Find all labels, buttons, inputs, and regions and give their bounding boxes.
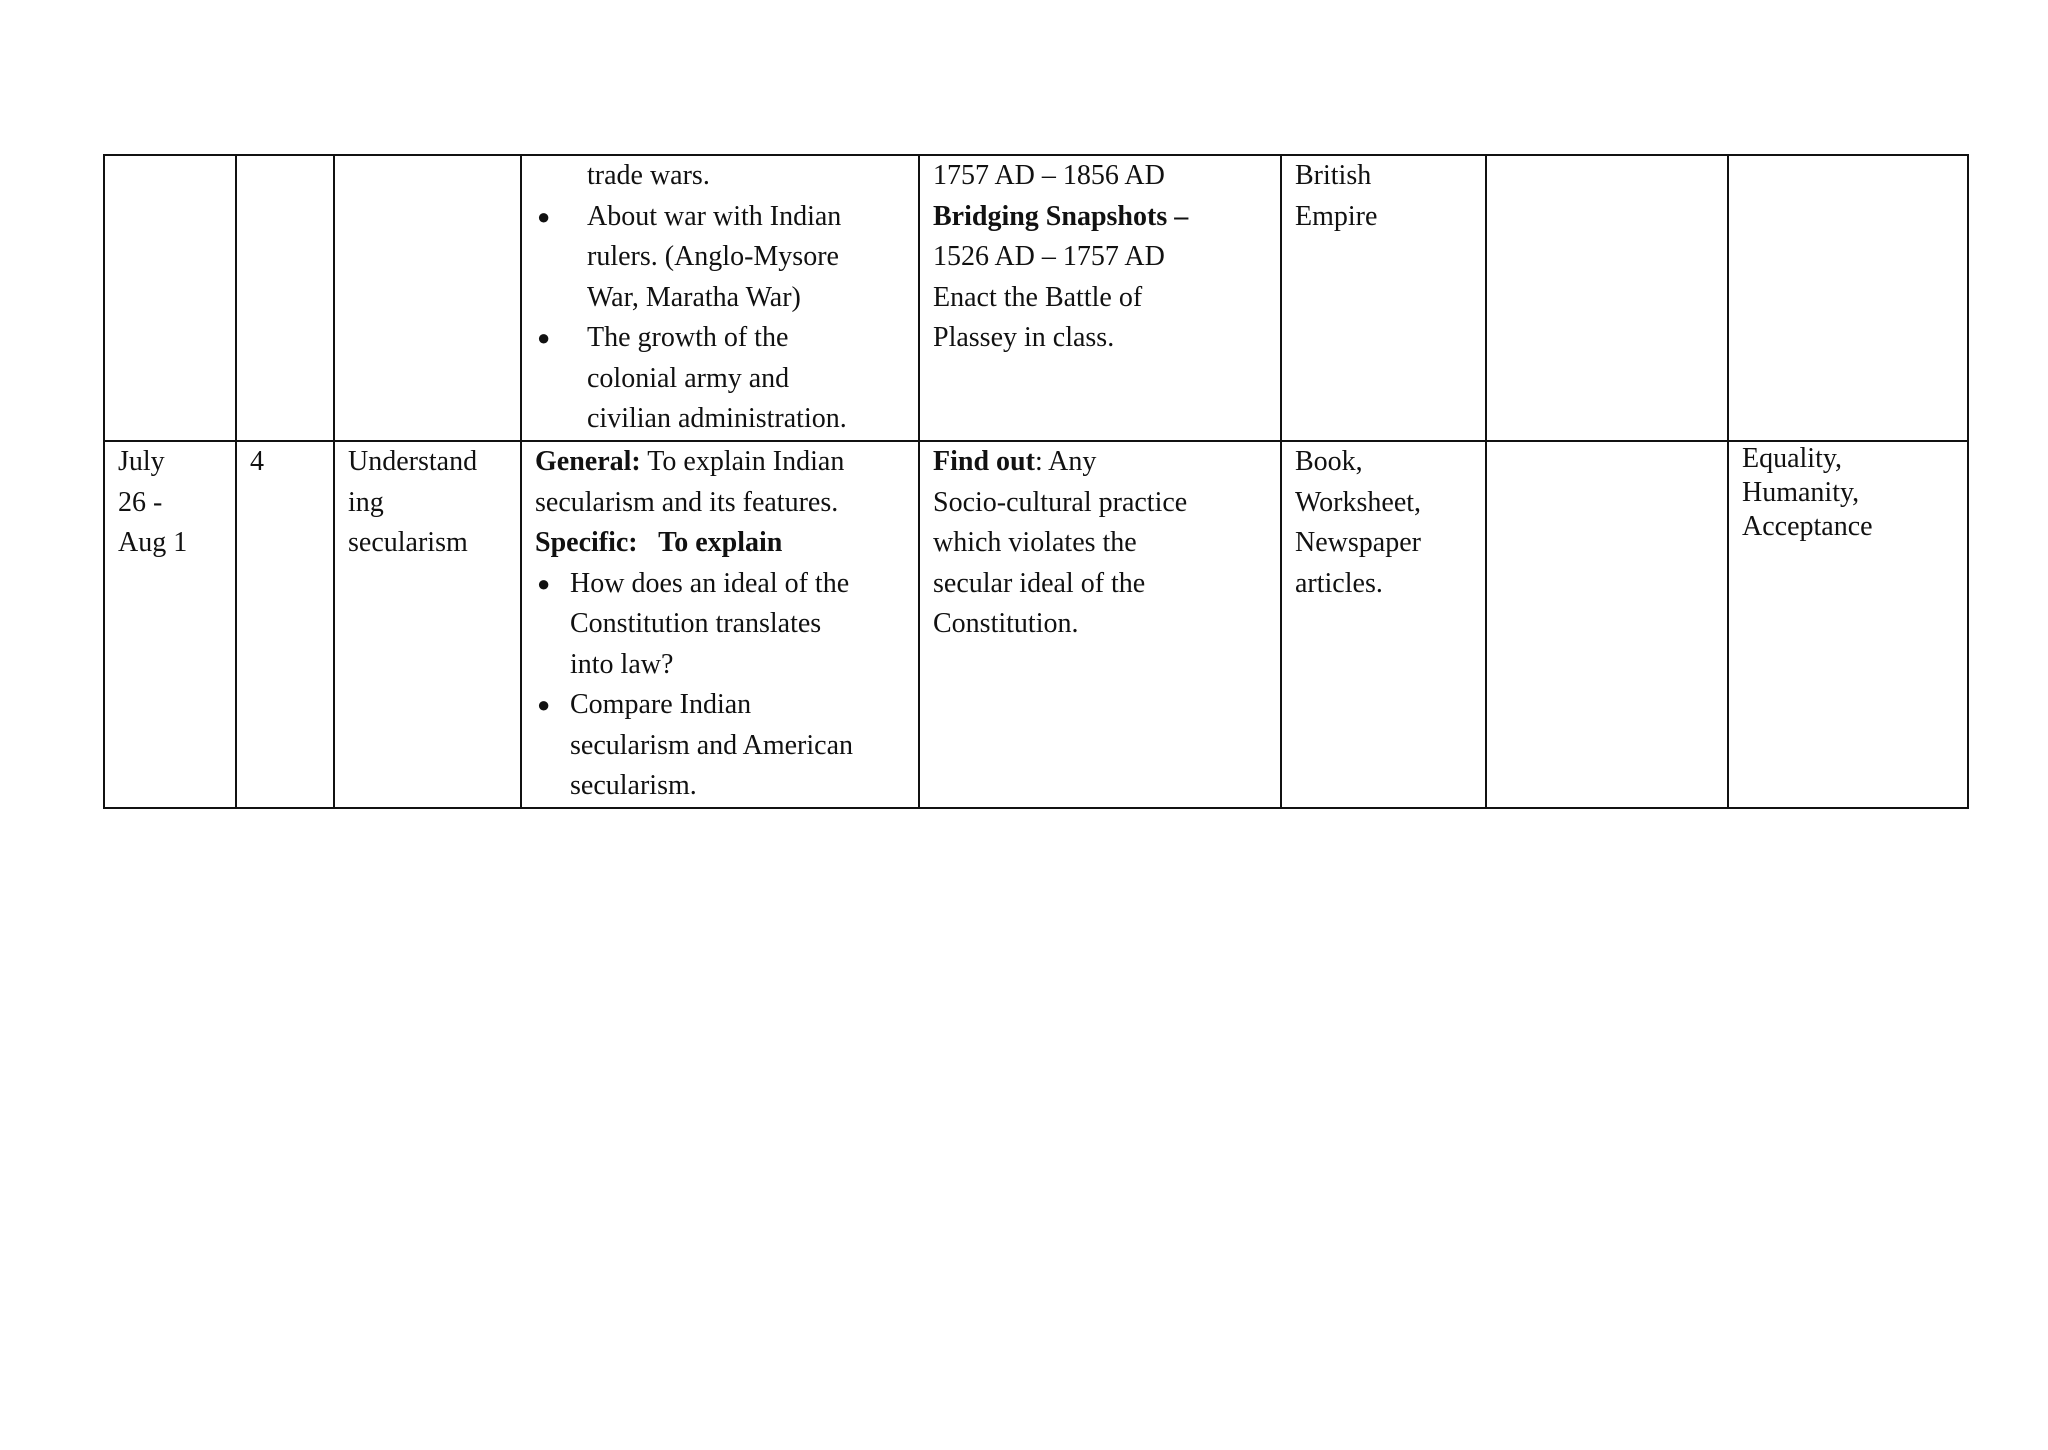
- assessment-cell: [1486, 441, 1728, 808]
- activity-first-line: [933, 442, 1268, 483]
- resources-cell-continued: [1281, 155, 1486, 441]
- resources-line: articles.: [1295, 567, 1383, 599]
- activity-line: 1757 AD – 1856 AD: [933, 160, 1165, 191]
- bullet-text-line: The growth of the: [587, 322, 789, 353]
- bullet-item-trade-wars: [535, 156, 906, 197]
- bullet-dot-icon: ●: [537, 325, 551, 350]
- assessment-cell-empty: [1486, 155, 1728, 441]
- bullet-text-line: How does an ideal of the: [570, 567, 850, 599]
- resources-line: Newspaper: [1295, 527, 1421, 558]
- lesson-plan-table: [103, 154, 1969, 809]
- periods-value: 4: [250, 446, 264, 477]
- topic-line: ing: [348, 486, 384, 518]
- resources-line: Empire: [1295, 200, 1378, 232]
- bullet-item-compare-secularism: [535, 685, 906, 807]
- bullet-text-line: trade wars.: [587, 160, 710, 191]
- table-row-continuation: [104, 155, 1968, 441]
- periods-cell-empty: [236, 155, 334, 441]
- date-line: 26 -: [118, 486, 163, 518]
- activity-cell-continued: [919, 155, 1281, 441]
- bullet-text-line: About war with Indian: [587, 200, 842, 232]
- bullet-text-line: into law?: [570, 648, 674, 680]
- topic-cell-empty: [334, 155, 521, 441]
- resources-line: Worksheet,: [1295, 486, 1422, 518]
- activity-line: which violates the: [933, 527, 1137, 558]
- bullet-text-line: War, Maratha War): [587, 281, 801, 313]
- date-line: Aug 1: [118, 527, 188, 558]
- general-text-line: secularism and its features.: [535, 486, 839, 518]
- bullet-text-line: rulers. (Anglo-Mysore: [587, 241, 839, 272]
- activity-line: Socio-cultural practice: [933, 486, 1188, 518]
- bullet-dot-icon: ●: [537, 203, 551, 229]
- activity-cell: [919, 441, 1281, 808]
- activity-text: : Any: [1034, 446, 1097, 477]
- bullet-item-war-with-rulers: [535, 197, 906, 319]
- topic-line: Understand: [348, 446, 478, 477]
- periods-cell: [236, 441, 334, 808]
- bullet-item-ideal-into-law: [535, 564, 906, 686]
- dates-cell: [104, 441, 236, 808]
- specific-label: Specific: To explain: [535, 527, 783, 558]
- general-text: To explain Indian: [640, 446, 845, 477]
- date-line: July: [118, 446, 165, 477]
- resources-cell: [1281, 441, 1486, 808]
- resources-line: British: [1295, 160, 1372, 191]
- activity-line: Enact the Battle of: [933, 281, 1143, 313]
- objectives-cell-continued: [521, 155, 919, 441]
- objectives-cell: [521, 441, 919, 808]
- bullet-text-line: Constitution translates: [570, 608, 822, 639]
- topic-cell: [334, 441, 521, 808]
- activity-line: secular ideal of the: [933, 567, 1146, 599]
- topic-line: secularism: [348, 527, 468, 558]
- bullet-text-line: secularism and American: [570, 729, 854, 761]
- activity-line: 1526 AD – 1757 AD: [933, 241, 1165, 272]
- bullet-item-colonial-army: [535, 318, 906, 440]
- specific-bullet-list: [535, 564, 906, 807]
- general-objective: [535, 442, 906, 483]
- values-line: Equality,: [1742, 443, 1843, 474]
- values-line: Humanity,: [1742, 477, 1860, 508]
- values-cell: [1728, 441, 1968, 808]
- values-cell-empty: [1728, 155, 1968, 441]
- objectives-bullet-list: [535, 156, 906, 440]
- table-row-secularism: [104, 441, 1968, 808]
- activity-line: Constitution.: [933, 608, 1079, 639]
- bullet-text-line: colonial army and: [587, 362, 790, 394]
- bullet-text-line: Compare Indian: [570, 689, 752, 720]
- resources-line: Book,: [1295, 446, 1363, 477]
- activity-line: Plassey in class.: [933, 322, 1115, 353]
- lesson-plan-page: [103, 154, 1967, 809]
- bullet-dot-icon: ●: [537, 570, 551, 596]
- values-line: Acceptance: [1742, 511, 1873, 542]
- activity-bold-line: Bridging Snapshots –: [933, 200, 1189, 232]
- bullet-text-line: civilian administration.: [587, 403, 847, 434]
- find-out-label: Find out: [933, 446, 1035, 477]
- bullet-dot-icon: ●: [537, 692, 551, 717]
- dates-cell-empty: [104, 155, 236, 441]
- bullet-text-line: secularism.: [570, 770, 697, 801]
- general-label: General:: [535, 446, 641, 477]
